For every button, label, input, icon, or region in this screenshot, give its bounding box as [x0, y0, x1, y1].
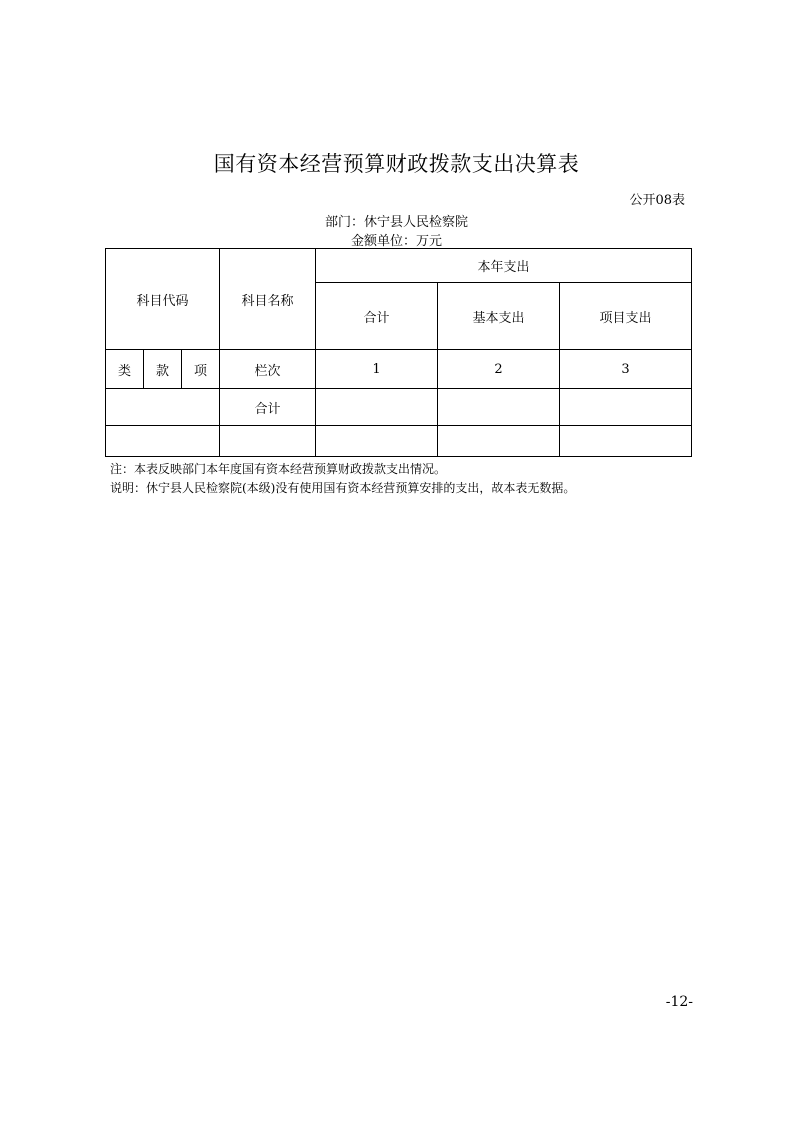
subject-name-header: 科目名称: [220, 249, 316, 350]
column-number-2: 2: [438, 350, 560, 389]
form-number: 公开08表: [629, 193, 685, 208]
column-number-1: 1: [316, 350, 438, 389]
item-header: 项: [182, 350, 220, 389]
page-number: -12-: [665, 994, 693, 1010]
total-row-label: 合计: [220, 389, 316, 426]
row-label-cell: 栏次: [220, 350, 316, 389]
empty-row-code-cell: [106, 426, 220, 457]
empty-row: [106, 426, 692, 457]
total-row-basic-cell: [438, 389, 560, 426]
empty-row-basic-cell: [438, 426, 560, 457]
department-label: 部门：休宁县人民检察院: [324, 215, 468, 230]
amount-unit-label: 金额单位：万元: [350, 234, 442, 249]
basic-expenditure-header: 基本支出: [438, 283, 560, 350]
empty-row-name-cell: [220, 426, 316, 457]
column-number-3: 3: [560, 350, 692, 389]
note-line: 注：本表反映部门本年度国有资本经营预算财政拨款支出情况。: [110, 462, 447, 476]
project-expenditure-header: 项目支出: [560, 283, 692, 350]
total-row-project-cell: [560, 389, 692, 426]
explanation-line: 说明：休宁县人民检察院(本级)没有使用国有资本经营预算安排的支出，故本表无数据。: [110, 481, 576, 495]
page-title: 国有资本经营预算财政拨款支出决算表: [213, 152, 580, 176]
empty-row-total-cell: [316, 426, 438, 457]
total-column-header: 合计: [316, 283, 438, 350]
total-row-code-cell: [106, 389, 220, 426]
total-row: [106, 389, 692, 426]
category-header: 类: [106, 350, 144, 389]
empty-row-project-cell: [560, 426, 692, 457]
budget-table: [105, 248, 692, 457]
current-year-expenditure-header: 本年支出: [316, 249, 692, 283]
header-row-1: [106, 249, 692, 283]
subject-code-header: 科目代码: [106, 249, 220, 350]
notes-block: [110, 460, 575, 498]
section-header: 款: [144, 350, 182, 389]
total-row-total-cell: [316, 389, 438, 426]
column-number-row: [106, 350, 692, 389]
